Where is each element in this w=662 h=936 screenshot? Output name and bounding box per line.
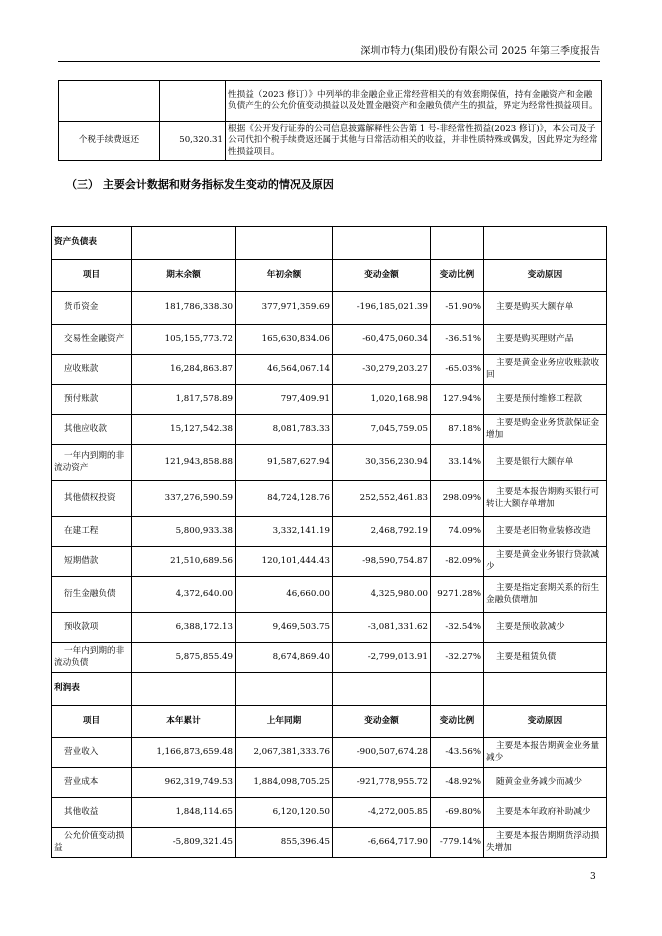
row-end-balance: 4,372,640.00: [132, 577, 236, 613]
row-end-balance: 5,875,855.49: [132, 643, 236, 673]
empty-cell: [333, 227, 431, 260]
header-row: [52, 706, 607, 738]
row-change-reason: 主要是银行大额存单: [484, 445, 607, 481]
row-change-reason: 主要是本年政府补助减少: [484, 798, 607, 828]
row-end-balance: 1,817,578.89: [132, 385, 236, 415]
row-change-amount: -60,475,060.34: [333, 325, 431, 355]
table-row: [52, 385, 607, 415]
row-end-balance: 337,276,590.59: [132, 481, 236, 517]
header-row: [52, 260, 607, 292]
table-row: [52, 643, 607, 673]
table-row: [52, 415, 607, 445]
row-end-balance: 21,510,689.56: [132, 547, 236, 577]
row-change-ratio: -36.51%: [431, 325, 484, 355]
row-change-ratio: -43.56%: [431, 738, 484, 768]
row-change-ratio: -32.27%: [431, 643, 484, 673]
row-begin-balance: 165,630,834.06: [236, 325, 333, 355]
row-begin-balance: 91,587,627.94: [236, 445, 333, 481]
header-reason: 变动原因: [484, 260, 607, 292]
header-col-2: 上年同期: [236, 706, 333, 738]
row-change-reason: 主要是指定套期关系的衍生金融负债增加: [484, 577, 607, 613]
empty-cell: [333, 673, 431, 706]
row-change-reason: 主要是购买理财产品: [484, 325, 607, 355]
row-item: 其他应收款: [52, 415, 132, 445]
row-change-amount: 7,045,759.05: [333, 415, 431, 445]
section-label: 利润表: [52, 673, 132, 706]
row-change-reason: 主要是黄金业务银行贷款减少: [484, 547, 607, 577]
header-col-1: 本年累计: [132, 706, 236, 738]
table-row: [52, 613, 607, 643]
row-end-balance: 121,943,858.88: [132, 445, 236, 481]
row-begin-balance: 8,081,783.33: [236, 415, 333, 445]
row-change-reason: 主要是预收款减少: [484, 613, 607, 643]
row-begin-balance: 797,409.91: [236, 385, 333, 415]
row-item: 预收款项: [52, 613, 132, 643]
row-change-ratio: 87.18%: [431, 415, 484, 445]
table-row: [52, 577, 607, 613]
row-change-ratio: 74.09%: [431, 517, 484, 547]
row-current-period: 1,848,114.65: [132, 798, 236, 828]
row-change-ratio: -51.90%: [431, 292, 484, 325]
page-header: 深圳市特力(集团)股份有限公司 2025 年第三季度报告: [360, 46, 600, 57]
row-begin-balance: 8,674,869.40: [236, 643, 333, 673]
row-current-period: -5,809,321.45: [132, 828, 236, 858]
empty-cell: [132, 673, 236, 706]
table-row: [52, 768, 607, 798]
row-change-ratio: 9271.28%: [431, 577, 484, 613]
row-prior-period: 6,120,120.50: [236, 798, 333, 828]
empty-cell: [236, 673, 333, 706]
table-row: [52, 355, 607, 385]
page-number: 3: [590, 872, 596, 882]
table-row: [52, 547, 607, 577]
row-change-amount: -98,590,754.87: [333, 547, 431, 577]
row-prior-period: 855,396.45: [236, 828, 333, 858]
row-end-balance: 15,127,542.38: [132, 415, 236, 445]
row-item: 其他债权投资: [52, 481, 132, 517]
table-row: [52, 445, 607, 481]
row-current-period: 962,319,749.53: [132, 768, 236, 798]
row-current-period: 1,166,873,659.48: [132, 738, 236, 768]
row-change-amount: -6,664,717.90: [333, 828, 431, 858]
row-end-balance: 5,800,933.38: [132, 517, 236, 547]
row-change-amount: -2,799,013.91: [333, 643, 431, 673]
row-end-balance: 6,388,172.13: [132, 613, 236, 643]
header-col-4: 变动比例: [431, 706, 484, 738]
row-change-reason: 主要是黄金业务应收账款收回: [484, 355, 607, 385]
row-change-reason: 主要是购买大额存单: [484, 292, 607, 325]
row-change-reason: 主要是预付维修工程款: [484, 385, 607, 415]
row-item: 一年内到期的非流动负债: [52, 643, 132, 673]
empty-cell: [236, 227, 333, 260]
row-change-ratio: 33.14%: [431, 445, 484, 481]
row-change-reason: 主要是购金业务货款保证金增加: [484, 415, 607, 445]
empty-cell: [431, 673, 484, 706]
table-row: [52, 325, 607, 355]
table-row: [59, 122, 602, 161]
header-reason: 变动原因: [484, 706, 607, 738]
section-label: 资产负债表: [52, 227, 132, 260]
section-label-row: [52, 673, 607, 706]
row-change-amount: -3,081,331.62: [333, 613, 431, 643]
header-col-1: 期末余额: [132, 260, 236, 292]
row-item: 衍生金融负债: [52, 577, 132, 613]
row-change-ratio: -32.54%: [431, 613, 484, 643]
table-row: [52, 828, 607, 858]
row-change-reason: 主要是租赁负债: [484, 643, 607, 673]
table-row: [52, 738, 607, 768]
row-begin-balance: 377,971,359.69: [236, 292, 333, 325]
row-item: 预付账款: [52, 385, 132, 415]
table-row: [52, 481, 607, 517]
row-item: 一年内到期的非流动资产: [52, 445, 132, 481]
empty-cell: [132, 227, 236, 260]
header-col-3: 变动金额: [333, 260, 431, 292]
empty-cell: [484, 227, 607, 260]
row-item: 交易性金融资产: [52, 325, 132, 355]
row-change-ratio: -69.80%: [431, 798, 484, 828]
row-change-ratio: -65.03%: [431, 355, 484, 385]
row-begin-balance: 84,724,128.76: [236, 481, 333, 517]
row-change-amount: -900,507,674.28: [333, 738, 431, 768]
row-begin-balance: 120,101,444.43: [236, 547, 333, 577]
table-row: [52, 517, 607, 547]
row-item: 营业成本: [52, 768, 132, 798]
row-item: 其他收益: [52, 798, 132, 828]
header-rule: [58, 61, 600, 62]
row-change-reason: 主要是本报告期购买银行可转让大额存单增加: [484, 481, 607, 517]
row-item: 营业收入: [52, 738, 132, 768]
row-change-reason: 主要是老旧物业装修改造: [484, 517, 607, 547]
row-item: 货币资金: [52, 292, 132, 325]
row-end-balance: 181,786,338.30: [132, 292, 236, 325]
row-change-reason: 主要是本报告期黄金业务量减少: [484, 738, 607, 768]
row-item: 短期借款: [52, 547, 132, 577]
row-change-amount: 4,325,980.00: [333, 577, 431, 613]
table-row: [52, 798, 607, 828]
row-change-reason: 主要是本报告期期货浮动损失增加: [484, 828, 607, 858]
row-change-ratio: -48.92%: [431, 768, 484, 798]
row-item: 在建工程: [52, 517, 132, 547]
row-prior-period: 2,067,381,333.76: [236, 738, 333, 768]
row-change-reason: 随黄金业务减少而减少: [484, 768, 607, 798]
row-prior-period: 1,884,098,705.25: [236, 768, 333, 798]
row-change-amount: 1,020,168.98: [333, 385, 431, 415]
empty-cell: [431, 227, 484, 260]
row-change-ratio: -779.14%: [431, 828, 484, 858]
row-description: 根据《公开发行证券的公司信息披露解释性公告第 1 号-非经常性损益(2023 修订)》，本公司及子公司代扣个税手续费返还属于其他与日常活动相关的收益，并非性质特殊或偶发，因此界定为经常性损益项目。: [226, 122, 602, 161]
header-item: 项目: [52, 260, 132, 292]
financial-changes-table: [51, 226, 607, 858]
header-col-4: 变动比例: [431, 260, 484, 292]
row-item: 个税手续费返还: [59, 122, 160, 161]
row-item: 公允价值变动损益: [52, 828, 132, 858]
row-change-ratio: 127.94%: [431, 385, 484, 415]
row-change-amount: -4,272,005.85: [333, 798, 431, 828]
row-end-balance: 16,284,863.87: [132, 355, 236, 385]
section-label-row: [52, 227, 607, 260]
header-item: 项目: [52, 706, 132, 738]
row-end-balance: 105,155,773.72: [132, 325, 236, 355]
row-change-amount: 30,356,230.94: [333, 445, 431, 481]
header-col-2: 年初余额: [236, 260, 333, 292]
row-item: 应收账款: [52, 355, 132, 385]
section-title: （三） 主要会计数据和财务指标发生变动的情况及原因: [66, 178, 334, 191]
row-begin-balance: 3,332,141.19: [236, 517, 333, 547]
row-change-amount: -196,185,021.39: [333, 292, 431, 325]
row-change-ratio: 298.09%: [431, 481, 484, 517]
row-description: 性损益（2023 修订）》中列举的非金融企业正常经营相关的有效套期保值，持有金融资产和金融负债产生的公允价值变动损益以及处置金融资产和金融负债产生的损益，界定为经常性损益项目。: [226, 81, 602, 122]
row-begin-balance: 9,469,503.75: [236, 613, 333, 643]
row-change-amount: -921,778,955.72: [333, 768, 431, 798]
table-row: [59, 81, 602, 122]
row-change-ratio: -82.09%: [431, 547, 484, 577]
row-change-amount: 252,552,461.83: [333, 481, 431, 517]
empty-cell: [484, 673, 607, 706]
header-col-3: 变动金额: [333, 706, 431, 738]
row-change-amount: -30,279,203.27: [333, 355, 431, 385]
table-row: [52, 292, 607, 325]
row-begin-balance: 46,660.00: [236, 577, 333, 613]
row-change-amount: 2,468,792.19: [333, 517, 431, 547]
row-begin-balance: 46,564,067.14: [236, 355, 333, 385]
non-recurring-gains-table: [58, 80, 602, 161]
row-amount: 50,320.31: [160, 122, 226, 161]
